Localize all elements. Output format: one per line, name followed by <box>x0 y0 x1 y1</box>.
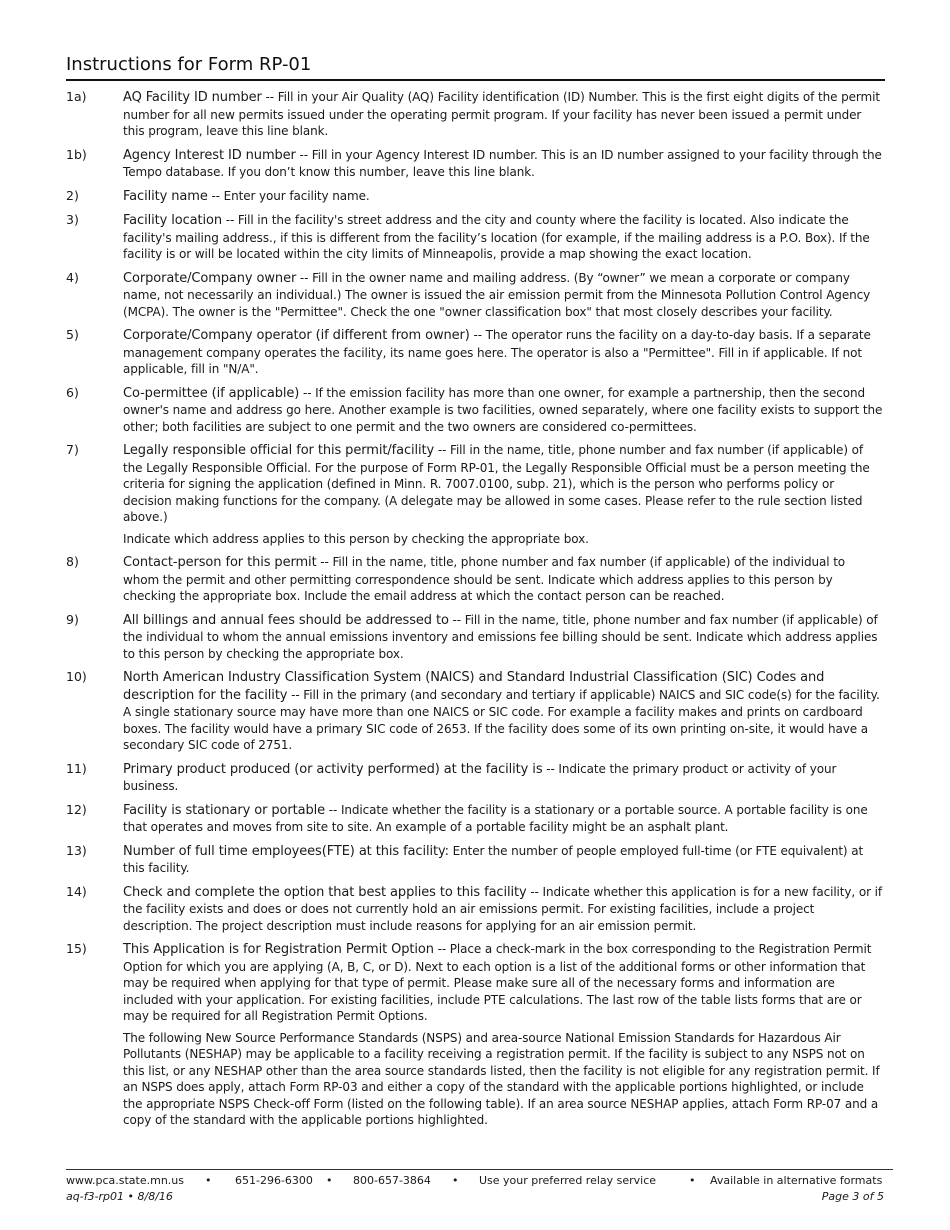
instruction-item <box>66 188 886 206</box>
item-text: -- Fill in the name, title, phone number and fax number (if applicable) of the individual to whom the permit and other permitting correspondence should be sent. Indicate which address applies to this person by checking the appropriate box. Include the email address at which the contact person can be reached. <box>123 555 846 603</box>
item-number: 5) <box>66 327 79 342</box>
title-rule <box>66 79 885 81</box>
item-heading: Agency Interest ID number <box>123 147 296 163</box>
item-body <box>123 89 883 140</box>
item-number: 9) <box>66 611 79 627</box>
item-paragraph <box>123 884 883 935</box>
instruction-item <box>66 89 886 140</box>
item-number: 4) <box>66 269 79 285</box>
footer-bullet: • <box>205 1174 212 1187</box>
instruction-item <box>66 612 886 663</box>
item-heading: This Application is for Registration Permit Option <box>123 942 434 957</box>
item-text: -- If the emission facility has more than one owner, for example a partnership, then the second owner's name and address go here. Another example is two facilities, owned separately, where one facility exists to support the other; both facilities are subject to one permit and the two owners are considered co-permittees. <box>123 385 883 434</box>
instruction-item <box>66 385 886 436</box>
page-title: Instructions for Form RP-01 <box>66 54 312 75</box>
item-heading: Corporate/Company owner <box>123 270 297 286</box>
item-text: -- Enter your facility name. <box>207 188 370 203</box>
item-heading: Check and complete the option that best applies to this facility <box>123 884 527 900</box>
item-body <box>123 612 883 663</box>
footer-phone-tollfree: 800-657-3864 <box>353 1174 431 1187</box>
document-page <box>66 0 886 1230</box>
footer-alt-formats: Available in alternative formats <box>710 1174 883 1187</box>
item-note: The following New Source Performance Standards (NSPS) and area-source National Emission Standards for Hazardous Air Pollutants (NESHAP) may be applicable to a facility receiving a registration permit. If the facility is subject to any NSPS not on this list, or any NESHAP other than the area source standards listed, then the facility is not eligible for any registration permit. If an NSPS does apply, attach Form RP-03 and either a copy of the standard with the applicable portions highlighted, or include the appropriate NSPS Check-off Form (listed on the following table). If an area source NESHAP applies, attach Form RP-07 and a copy of the standard with the applicable portions highlighted. <box>123 1030 880 1127</box>
item-body <box>123 270 883 321</box>
item-text: Enter the number of people employed full-time (or FTE equivalent) at this facility. <box>123 843 864 875</box>
item-heading: Co-permittee (if applicable) <box>123 385 300 401</box>
item-paragraph <box>123 612 883 663</box>
instruction-item <box>66 147 886 181</box>
footer-bullet: • <box>452 1174 459 1187</box>
item-paragraph <box>123 843 883 877</box>
item-heading: Legally responsible official for this permit/facility <box>123 443 435 458</box>
item-number: 3) <box>66 212 79 227</box>
item-number: 11) <box>66 760 87 776</box>
item-paragraph <box>123 669 883 754</box>
item-text: -- Fill in the name, title, phone number and fax number (if applicable) of the Legally Responsible Official. For the purpose of Form RP-01, the Legally Responsible Official must be a person meeting the criteria for signing the application (defined in Minn. R. 7007.0100, subp. 21), which is the person who performs policy or decision making functions for the company. (A delegate may be allowed in some cases. Please refer to the rule section listed above.) <box>123 443 870 524</box>
item-paragraph <box>123 442 883 526</box>
instruction-item <box>66 843 886 877</box>
item-paragraph <box>123 554 883 605</box>
item-heading: Facility name <box>123 188 208 204</box>
instruction-item <box>66 270 886 321</box>
instruction-item <box>66 212 886 263</box>
item-number: 13) <box>66 842 87 858</box>
item-body <box>123 554 883 605</box>
instruction-item <box>66 941 886 1129</box>
item-text: -- Fill in the owner name and mailing address. (By “owner” we mean a corporate or company name, not necessarily an individual.) The owner is issued the air emission permit from the Minnesota Pollution Control Agency (MCPA). The owner is the "Permittee". Check the one "owner classification box" that most closely describes your facility. <box>123 270 871 319</box>
instruction-item <box>66 669 886 754</box>
item-body <box>123 212 883 263</box>
item-note: Indicate which address applies to this person by checking the appropriate box. <box>123 531 589 546</box>
footer-bullet: • <box>689 1174 696 1187</box>
footer-relay: Use your preferred relay service <box>479 1174 657 1187</box>
item-text: -- Indicate whether the facility is a stationary or a portable source. A portable facility is one that operates and moves from site to site. An example of a portable facility might be an asphalt plant. <box>123 802 868 834</box>
footer-form-id: aq-f3-rp01 • 8/8/16 <box>66 1190 173 1203</box>
item-number: 10) <box>66 669 87 684</box>
item-text: -- Indicate the primary product or activity of your business. <box>123 761 837 793</box>
item-body <box>123 843 883 877</box>
instruction-item <box>66 554 886 605</box>
footer-rule <box>66 1169 893 1170</box>
footer-website: www.pca.state.mn.us <box>66 1174 184 1187</box>
item-paragraph <box>123 147 883 181</box>
item-number: 6) <box>66 384 79 400</box>
item-text: -- Indicate whether this application is for a new facility, or if the facility exists and does or does not currently hold an air emissions permit. For existing facilities, include a project description. The project description must include reasons for applying for an air emission permit. <box>123 884 882 933</box>
item-heading: Facility is stationary or portable <box>123 802 326 818</box>
item-heading: Facility location <box>123 213 223 228</box>
item-text: -- The operator runs the facility on a day-to-day basis. If a separate management company operates the facility, its name goes here. The operator is also a "Permittee". Fill in if applicable. If not applicable, fill in "N/A". <box>123 328 871 376</box>
footer-page-number: Page 3 of 5 <box>821 1190 884 1203</box>
footer-phone-local: 651-296-6300 <box>235 1174 313 1187</box>
item-paragraph <box>123 327 883 378</box>
item-body <box>123 669 883 754</box>
item-number: 1a) <box>66 89 87 104</box>
item-heading: Corporate/Company operator (if different from owner) <box>123 328 470 343</box>
item-text: -- Fill in the primary (and secondary and tertiary if applicable) NAICS and SIC code(s) for the facility. A single stationary source may have more than one NAICS or SIC code. For example a facility makes and prints on cardboard boxes. The facility would have a primary SIC code of 2653. If the facility does some of its own printing on-site, it would have a secondary SIC code of 2751. <box>123 687 880 752</box>
instruction-item <box>66 802 886 836</box>
item-paragraph <box>123 188 883 206</box>
item-paragraph <box>123 212 883 263</box>
instruction-item <box>66 761 886 795</box>
item-number: 1b) <box>66 146 87 162</box>
item-paragraph <box>123 270 883 321</box>
item-body <box>123 802 883 836</box>
footer-bullet: • <box>326 1174 333 1187</box>
instruction-item <box>66 884 886 935</box>
item-paragraph <box>123 802 883 836</box>
item-heading: Contact-person for this permit <box>123 555 317 570</box>
item-paragraph <box>123 385 883 436</box>
item-paragraph <box>123 89 883 140</box>
item-heading: North American Industry Classification System (NAICS) and Standard Industrial Classification (SIC) Codes and description for the facility <box>123 670 825 703</box>
item-number: 14) <box>66 883 87 899</box>
item-body <box>123 442 883 547</box>
item-heading: All billings and annual fees should be addressed to <box>123 612 449 628</box>
instruction-list <box>66 89 886 1136</box>
item-body <box>123 327 883 378</box>
item-number: 15) <box>66 941 87 956</box>
item-heading: AQ Facility ID number <box>123 90 262 105</box>
instruction-item <box>66 442 886 547</box>
item-paragraph <box>123 761 883 795</box>
item-body <box>123 385 883 436</box>
item-heading: Number of full time employees(FTE) at this facility: <box>123 843 449 859</box>
item-text: -- Place a check-mark in the box corresponding to the Registration Permit Option for which you are applying (A, B, C, or D). Next to each option is a list of the additional forms or other information that may be required when applying for that type of permit. Please make sure all of the necessary forms and information are included with your application. For existing facilities, include PTE calculations. The last row of the table lists forms that are or may be required for all Registration Permit Options. <box>123 942 872 1023</box>
item-number: 7) <box>66 442 79 457</box>
item-paragraph <box>123 941 883 1025</box>
item-number: 2) <box>66 187 79 203</box>
item-body <box>123 884 883 935</box>
item-body <box>123 761 883 795</box>
item-heading: Primary product produced (or activity performed) at the facility is <box>123 761 543 777</box>
item-text: -- Fill in the facility's street address and the city and county where the facility is located. Also indicate the facility's mailing address., if this is different from the facility’s location (for example, if the mailing address is a P.O. Box). If the facility is or will be located within the city limits of Minneapolis, provide a map showing the exact location. <box>123 213 870 261</box>
item-text: -- Fill in the name, title, phone number and fax number (if applicable) of the individual to whom the annual emissions inventory and emissions fee billing should be sent. Indicate which address applies to this person by checking the appropriate box. <box>123 612 878 661</box>
item-body <box>123 188 883 206</box>
item-text: -- Fill in your Agency Interest ID number. This is an ID number assigned to your facility through the Tempo database. If you don’t know this number, leave this line blank. <box>123 147 882 179</box>
instruction-item <box>66 327 886 378</box>
item-body <box>123 941 883 1129</box>
item-text: -- Fill in your Air Quality (AQ) Facility identification (ID) Number. This is the first eight digits of the permit number for all new permits issued under the operating permit program. If your facility has never been issued a permit under this program, leave this line blank. <box>123 90 880 138</box>
item-number: 12) <box>66 801 87 817</box>
item-body <box>123 147 883 181</box>
item-number: 8) <box>66 554 79 569</box>
